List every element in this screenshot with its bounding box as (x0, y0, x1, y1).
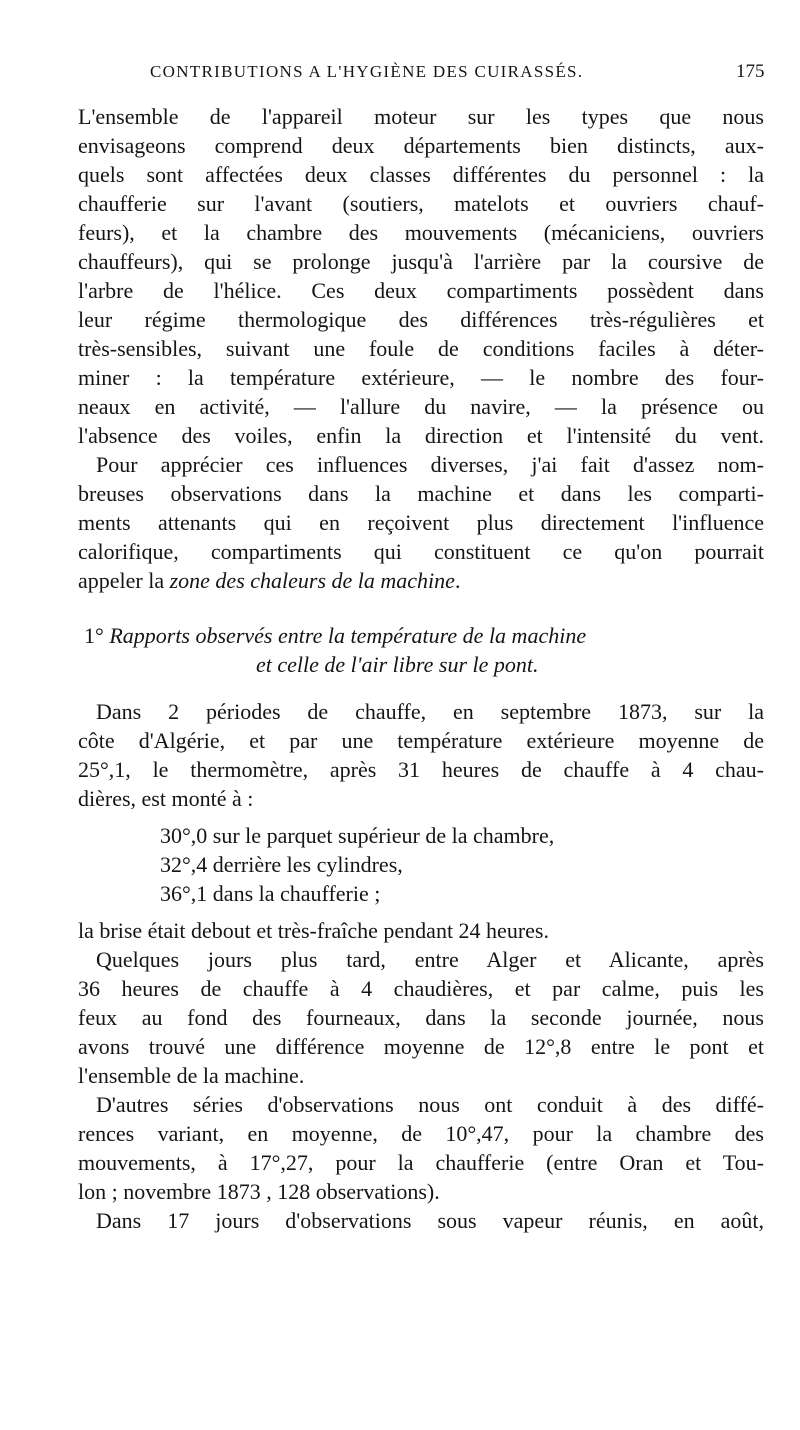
text-line: Quelques jours plus tard, entre Alger et Alicante, après (96, 947, 764, 972)
text-line: leur régime thermologique des différences très-régulières et (78, 307, 764, 332)
reading-item: 36°,1 dans la chaufferie ; (160, 881, 381, 906)
paragraph-7: Dans 17 jours d'observations sous vapeur réunis, en août, (96, 1208, 764, 1233)
section-heading (78, 621, 764, 679)
text-line: 25°,1, le thermomètre, après 31 heures de chauffe à 4 chau- (78, 757, 764, 782)
text-line-last (78, 566, 764, 595)
text-line: l'absence des voiles, enfin la direction et l'intensité du vent. (78, 423, 764, 448)
text-line: chaufferie sur l'avant (soutiers, matelots et ouvriers chauf- (78, 191, 764, 216)
text-line: l'arbre de l'hélice. Ces deux compartiments possèdent dans (78, 278, 764, 303)
text-line: chauffeurs), qui se prolonge jusqu'à l'arrière par la coursive de (78, 249, 764, 274)
text-line: très-sensibles, suivant une foule de conditions faciles à déter- (78, 336, 764, 361)
text-segment: appeler la (78, 568, 170, 593)
text-line: miner : la température extérieure, — le nombre des four- (78, 365, 764, 390)
text-line: ments attenants qui en reçoivent plus directement l'influence (78, 510, 764, 535)
readings-list (78, 821, 764, 908)
heading-line-1 (78, 621, 764, 650)
paragraph-6 (78, 1090, 764, 1206)
spacer (78, 813, 764, 821)
paragraph-5 (78, 945, 764, 1090)
text-line: D'autres séries d'observations nous ont conduit à des diffé- (96, 1092, 764, 1117)
text-line: neaux en activité, — l'allure du navire, — la présence ou (78, 394, 764, 419)
reading-item: 32°,4 derrière les cylindres, (160, 852, 403, 877)
text-line-last: dières, est monté à : (78, 786, 254, 811)
paragraph-2 (78, 450, 764, 595)
heading-number: 1° (84, 623, 104, 648)
spacer (78, 908, 764, 916)
text-line: envisageons comprend deux départements bien distincts, aux- (78, 133, 764, 158)
text-line: L'ensemble de l'appareil moteur sur les types que nous (78, 104, 764, 129)
reading-item: 30°,0 sur le parquet supérieur de la chambre, (160, 823, 555, 848)
paragraph-1 (78, 102, 764, 450)
text-line: feux au fond des fourneaux, dans la seconde journée, nous (78, 1005, 764, 1030)
spacer (78, 595, 764, 621)
page-number: 175 (736, 61, 765, 82)
text-line: côte d'Algérie, et par une température extérieure moyenne de (78, 728, 764, 753)
text-line-last: lon ; novembre 1873 , 128 observations). (78, 1179, 440, 1204)
heading-line-2: et celle de l'air libre sur le pont. (256, 652, 539, 677)
running-title: CONTRIBUTIONS A L'HYGIÈNE DES CUIRASSÉS. (150, 62, 584, 81)
text-line: avons trouvé une différence moyenne de 12°,8 entre le pont et (78, 1034, 764, 1059)
text-line: rences variant, en moyenne, de 10°,47, pour la chambre des (78, 1121, 764, 1146)
page-body (78, 102, 764, 1235)
italic-term: zone des chaleurs de la machine (169, 568, 455, 593)
spacer (78, 679, 764, 697)
text-line: mouvements, à 17°,27, pour la chaufferie (entre Oran et Tou- (78, 1150, 764, 1175)
text-line: Dans 2 périodes de chauffe, en septembre 1873, sur la (96, 699, 764, 724)
text-line: Pour apprécier ces influences diverses, j'ai fait d'assez nom- (96, 452, 764, 477)
paragraph-4: la brise était debout et très-fraîche pendant 24 heures. (78, 918, 549, 943)
text-line: breuses observations dans la machine et dans les comparti- (78, 481, 764, 506)
heading-text: Rapports observés entre la température de la machine (109, 623, 587, 648)
text-line: feurs), et la chambre des mouvements (mécaniciens, ouvriers (78, 220, 764, 245)
text-segment: . (454, 568, 461, 593)
text-line: quels sont affectées deux classes différentes du personnel : la (78, 162, 764, 187)
text-line: 36 heures de chauffe à 4 chaudières, et par calme, puis les (78, 976, 764, 1001)
text-line: calorifique, compartiments qui constituent ce qu'on pourrait (78, 539, 764, 564)
paragraph-3 (78, 697, 764, 813)
text-line-last: l'ensemble de la machine. (78, 1063, 305, 1088)
